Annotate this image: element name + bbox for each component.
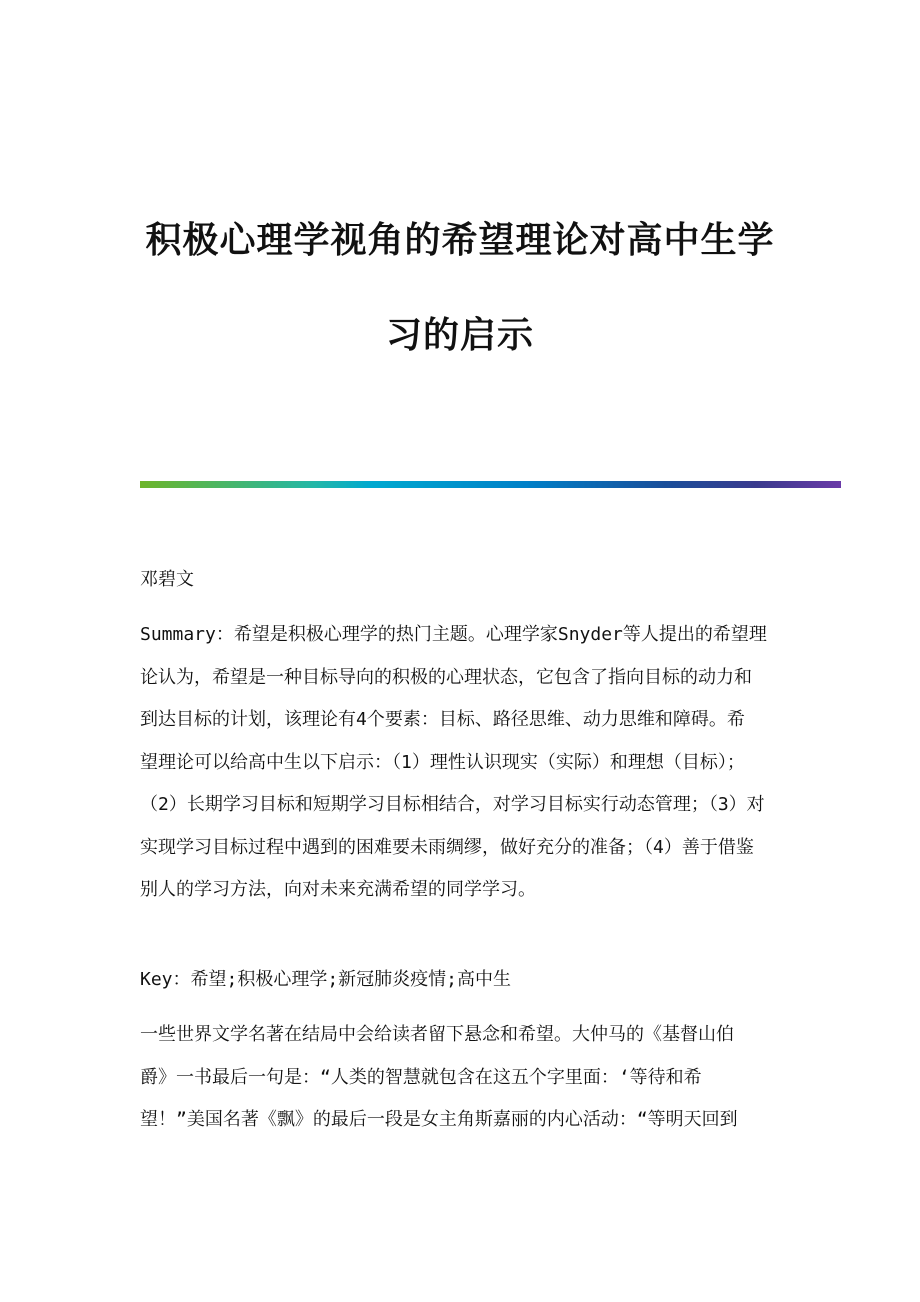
title-line-1: 积极心理学视角的希望理论对高中生学 — [145, 219, 775, 261]
summary-line: 到达目标的计划，该理论有4个要素：目标、路径思维、动力思维和障碍。希 — [140, 709, 745, 730]
body-line: 望！”美国名著《飘》的最后一段是女主角斯嘉丽的内心活动：“等明天回到 — [140, 1109, 738, 1130]
summary-line: 别人的学习方法，向对未来充满希望的同学学习。 — [140, 879, 536, 900]
summary-line: 实现学习目标过程中遇到的困难要未雨绸缪，做好充分的准备；（4）善于借鉴 — [140, 837, 754, 858]
summary-line: 论认为，希望是一种目标导向的积极的心理状态，它包含了指向目标的动力和 — [140, 667, 752, 688]
keywords: Key：希望;积极心理学;新冠肺炎疫情;高中生 — [140, 969, 512, 990]
title-line-2: 习的启示 — [385, 314, 534, 356]
summary-line: （2）长期学习目标和短期学习目标相结合，对学习目标实行动态管理；（3）对 — [140, 794, 765, 815]
author: 邓碧文 — [140, 569, 194, 590]
summary-line: 望理论可以给高中生以下启示：（1）理性认识现实（实际）和理想（目标）； — [140, 752, 745, 773]
gradient-divider — [140, 481, 841, 488]
body-line: 爵》一书最后一句是：“人类的智慧就包含在这五个字里面：‘等待和希 — [140, 1067, 702, 1088]
summary-line: Summary：希望是积极心理学的热门主题。心理学家Snyder等人提出的希望理 — [140, 624, 767, 645]
body-line: 一些世界文学名著在结局中会给读者留下悬念和希望。大仲马的《基督山伯 — [140, 1024, 734, 1045]
